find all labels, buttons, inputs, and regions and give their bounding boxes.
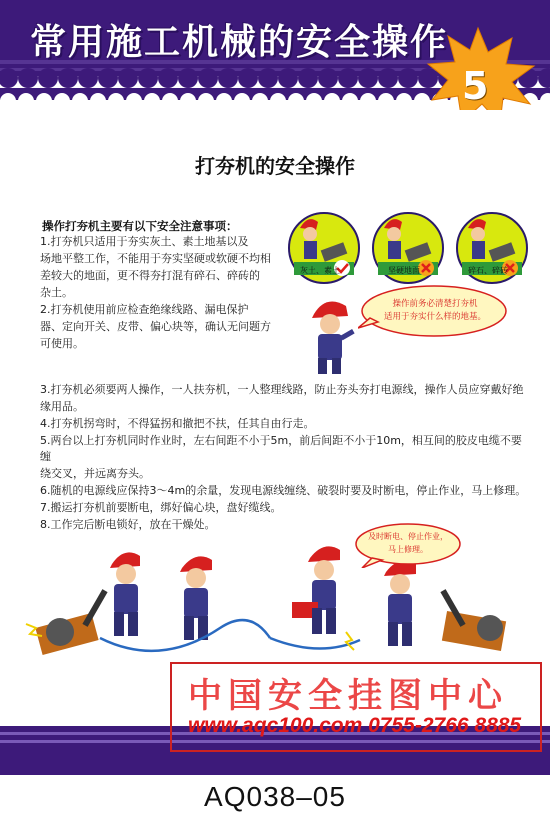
note-line: 2.打夯机使用前应检查绝缘线路、漏电保护 [40,303,249,316]
notes-heading: 操作打夯机主要有以下安全注意事项： [42,219,238,233]
bubble-line: 及时断电、停止作业， [368,532,448,541]
bottom-illustration [20,528,540,678]
note-line: 8.工作完后断电锁好，放在干燥处。 [40,518,216,531]
note-line: 6.随机的电源线应保持3～4m的余量，发现电源线缠绕、破裂时要及时断电，停止作业，马上修理。 [40,484,527,497]
banner-title: 常用施工机械的安全操作 [30,22,449,63]
worker-figure [292,546,340,634]
badge-number: 5 [462,64,489,108]
electric-spark-icon [346,632,354,650]
note-line: 杂土。 [40,286,73,299]
note-line: 3.打夯机必须要两人操作，一人扶夯机，一人整理线路，防止夯头夯打电源线，操作人员应穿戴好绝 [40,383,524,396]
product-code: AQ038–05 [204,781,346,812]
panel-label: 碎石、碎砖 [468,266,508,275]
note-line: 可使用。 [40,337,84,350]
note-line: 1.打夯机只适用于夯实灰土、素土地基以及 [40,235,249,248]
worker-figure [180,556,212,640]
notes-block-2 [40,382,530,534]
note-line: 7.搬运打夯机前要断电，绑好偏心块，盘好缆线。 [40,501,282,514]
note-line: 场地平整工作，不能用于夯实坚硬或软硬不均相 [40,252,271,265]
worker-figure [306,296,366,376]
speech-bubble-text [360,530,456,556]
bubble-line: 马上修理。 [388,545,428,554]
note-line: 4.打夯机拐弯时，不得猛拐和撤把不扶，任其自由行走。 [40,417,315,430]
page-subtitle: 打夯机的安全操作 [195,154,355,178]
panel-label: 坚硬地面 [388,266,420,275]
watermark-url-phone: www.aqc100.com 0755-2766 8885 [188,714,522,737]
bubble-line: 操作前务必清楚打夯机 [392,299,478,309]
note-line: 绕交叉，并远离夯头。 [40,467,150,480]
watermark-chinese: 中国安全挂图中心 [188,676,508,716]
tamper-machine [26,589,108,655]
bubble-line: 适用于夯实什么样的地基。 [383,312,486,322]
panel-label: 灰土、素土 [300,266,340,275]
notes-block-1 [40,234,290,353]
note-line: 差较大的地面，更不得夯打混有碎石、碎砖的 [40,269,260,282]
worker-figure [110,552,140,636]
worker-figure [384,560,416,646]
speech-bubble-text [370,298,500,324]
tamper-machine [440,589,506,651]
note-line: 5.两台以上打夯机同时作业时，左右间距不小于5m，前后间距不小于10m，相互间的胶皮电缆不要缠 [40,434,522,463]
note-line: 器、定向开关、皮带、偏心块等，确认无问题方 [40,320,271,333]
note-line: 缘用品。 [40,400,84,413]
